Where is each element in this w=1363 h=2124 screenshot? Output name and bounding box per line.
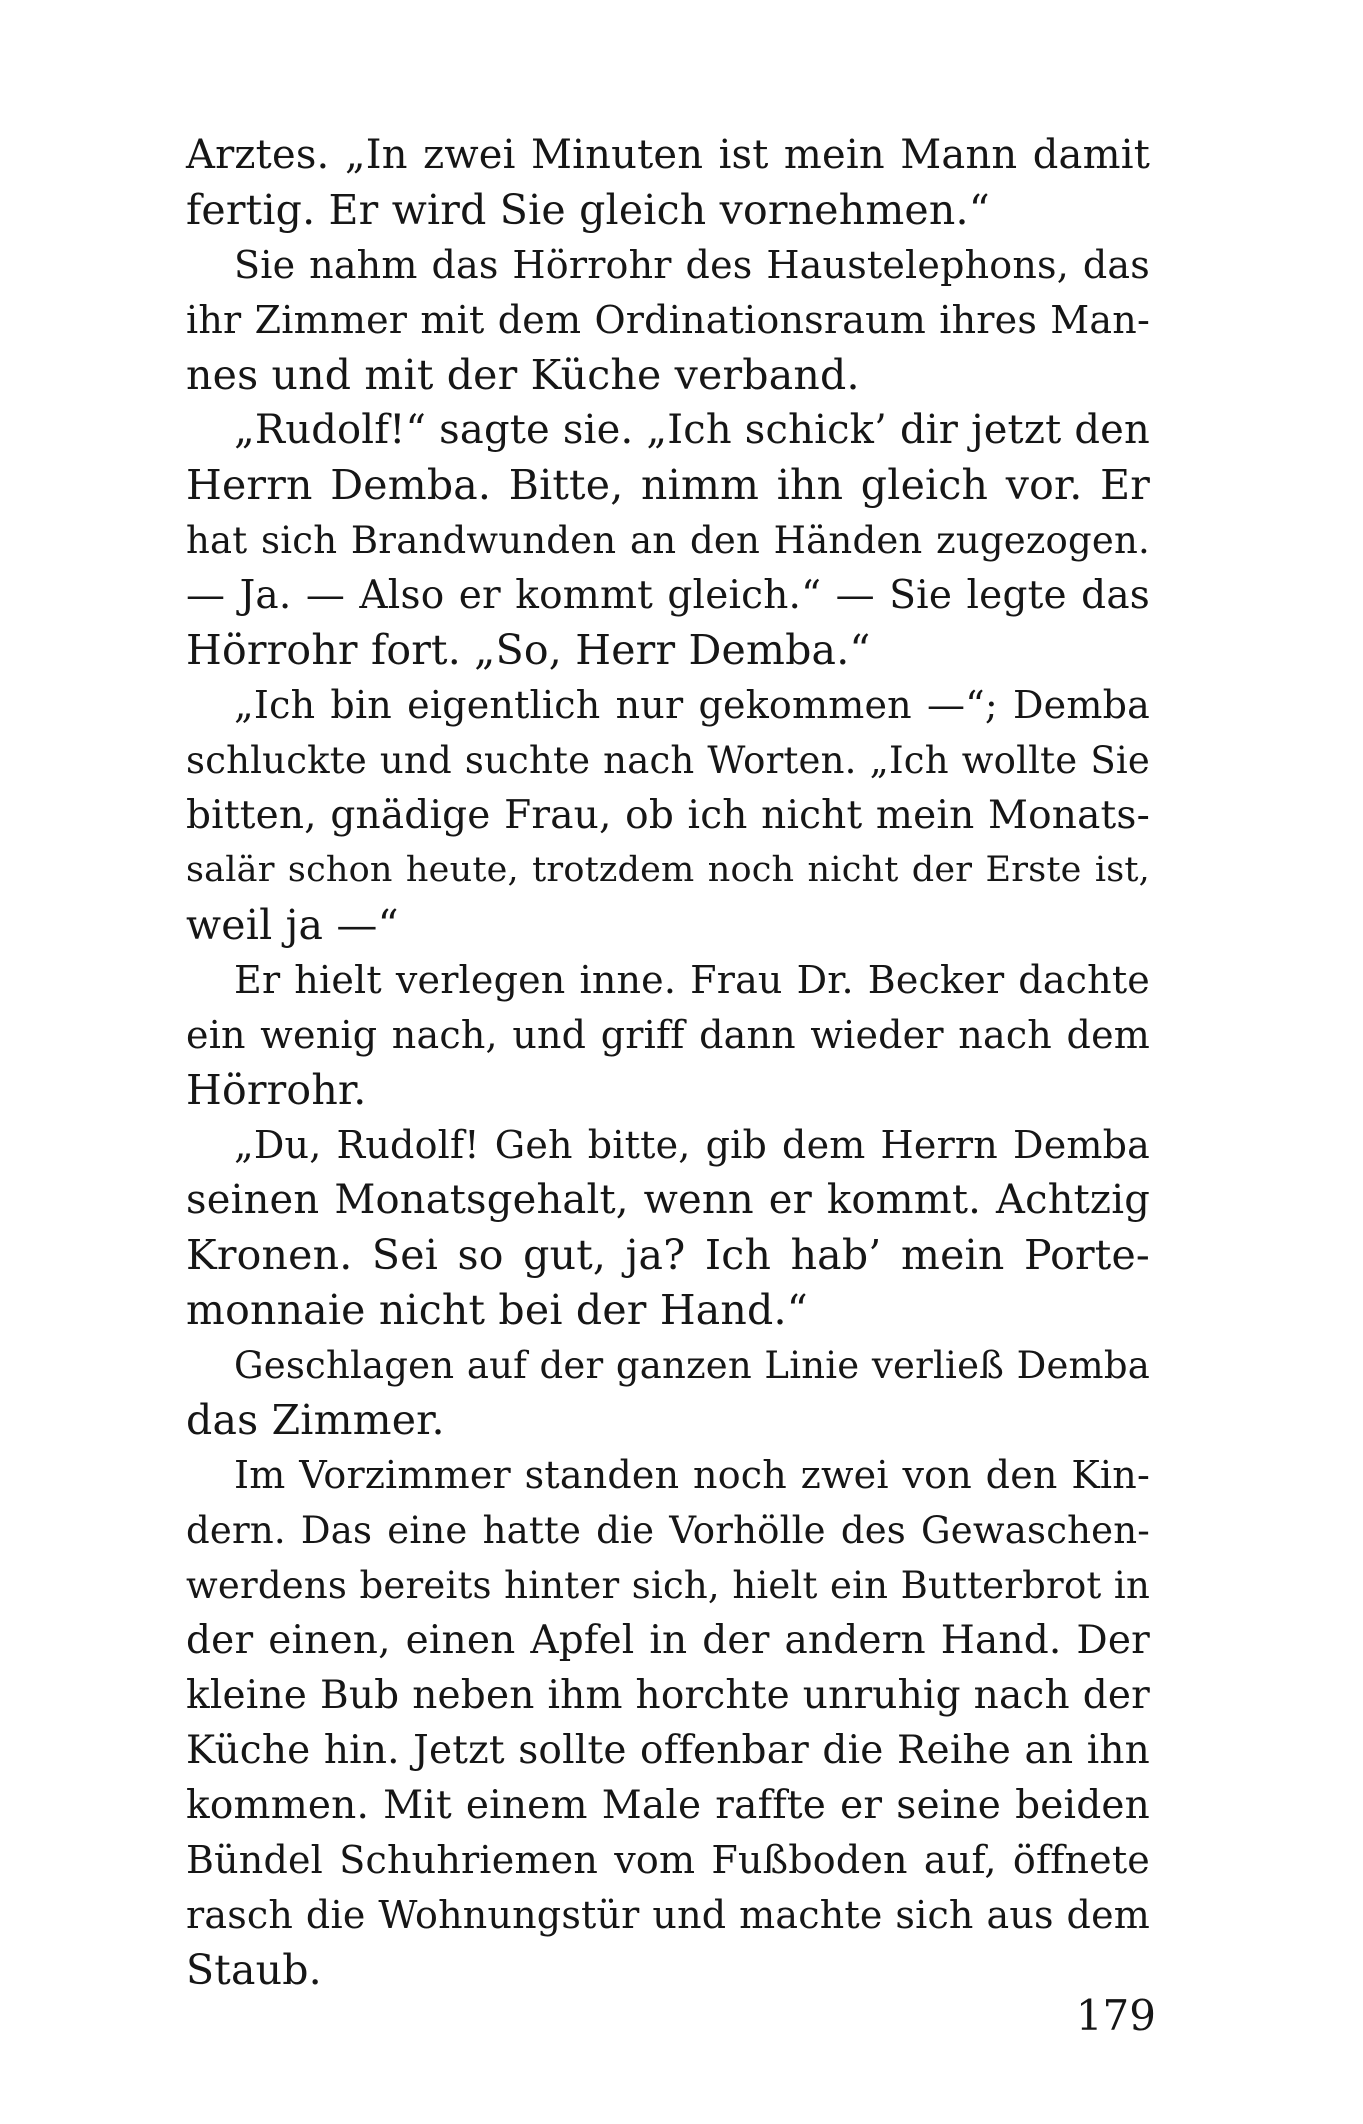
text-line: Arztes. „In zwei Minuten ist mein Mann damit bbox=[186, 132, 1150, 178]
text-line: Sie nahm das Hörrohr des Haustelephons, das bbox=[234, 243, 1150, 287]
text-line: Herrn Demba. Bitte, nimm ihn gleich vor. Er bbox=[186, 461, 1150, 509]
text-line: Küche hin. Jetzt sollte offenbar die Reihe an ihn bbox=[186, 1728, 1150, 1773]
text-line: „Du, Rudolf! Geh bitte, gib dem Herrn Demba bbox=[234, 1123, 1150, 1167]
text-line: „Ich bin eigentlich nur gekommen —“; Demba bbox=[234, 683, 1150, 727]
text-line: weil ja —“ bbox=[186, 901, 399, 949]
text-line: dern. Das eine hatte die Vorhölle des Gewaschen- bbox=[186, 1509, 1150, 1552]
text-line: Kronen. Sei so gut, ja? Ich hab’ mein Porte- bbox=[186, 1231, 1150, 1279]
text-line: Staub. bbox=[186, 1946, 322, 1994]
text-line: ihr Zimmer mit dem Ordinationsraum ihres Man- bbox=[186, 298, 1150, 342]
text-line: ein wenig nach, und griff dann wieder nach dem bbox=[186, 1013, 1150, 1057]
text-line: Hörrohr fort. „So, Herr Demba.“ bbox=[186, 626, 871, 674]
text-line: Hörrohr. bbox=[186, 1066, 367, 1114]
body-text bbox=[186, 128, 1150, 1998]
text-line: monnaie nicht bei der Hand.“ bbox=[186, 1286, 808, 1334]
text-line: „Rudolf!“ sagte sie. „Ich schick’ dir jetzt den bbox=[234, 407, 1150, 453]
text-line: Im Vorzimmer standen noch zwei von den Kin- bbox=[234, 1453, 1150, 1497]
text-line: bitten, gnädige Frau, ob ich nicht mein Monats- bbox=[186, 793, 1150, 838]
text-line: Er hielt verlegen inne. Frau Dr. Becker dachte bbox=[234, 958, 1150, 1002]
page-number: 179 bbox=[1075, 1991, 1156, 2040]
text-line: fertig. Er wird Sie gleich vornehmen.“ bbox=[186, 186, 990, 234]
text-line: — Ja. — Also er kommt gleich.“ — Sie legte das bbox=[186, 573, 1150, 618]
text-line: Bündel Schuhriemen vom Fußboden auf, öffnete bbox=[186, 1838, 1150, 1882]
text-line: hat sich Brandwunden an den Händen zugezogen. bbox=[186, 519, 1150, 562]
text-line: werdens bereits hinter sich, hielt ein Butterbrot in bbox=[186, 1564, 1150, 1607]
text-line: rasch die Wohnungstür und machte sich aus dem bbox=[186, 1893, 1150, 1937]
text-line: der einen, einen Apfel in der andern Hand. Der bbox=[186, 1618, 1150, 1663]
text-line: Geschlagen auf der ganzen Linie verließ Demba bbox=[234, 1344, 1150, 1387]
text-line: seinen Monatsgehalt, wenn er kommt. Achtzig bbox=[186, 1177, 1150, 1223]
text-line: nes und mit der Küche verband. bbox=[186, 351, 860, 399]
text-line: kommen. Mit einem Male raffte er seine beiden bbox=[186, 1783, 1150, 1828]
text-line: das Zimmer. bbox=[186, 1396, 445, 1444]
text-line: salär schon heute, trotzdem noch nicht der Erste ist, bbox=[186, 850, 1150, 890]
text-line: kleine Bub neben ihm horchte unruhig nach der bbox=[186, 1673, 1150, 1718]
text-line: schluckte und suchte nach Worten. „Ich wollte Sie bbox=[186, 739, 1150, 782]
